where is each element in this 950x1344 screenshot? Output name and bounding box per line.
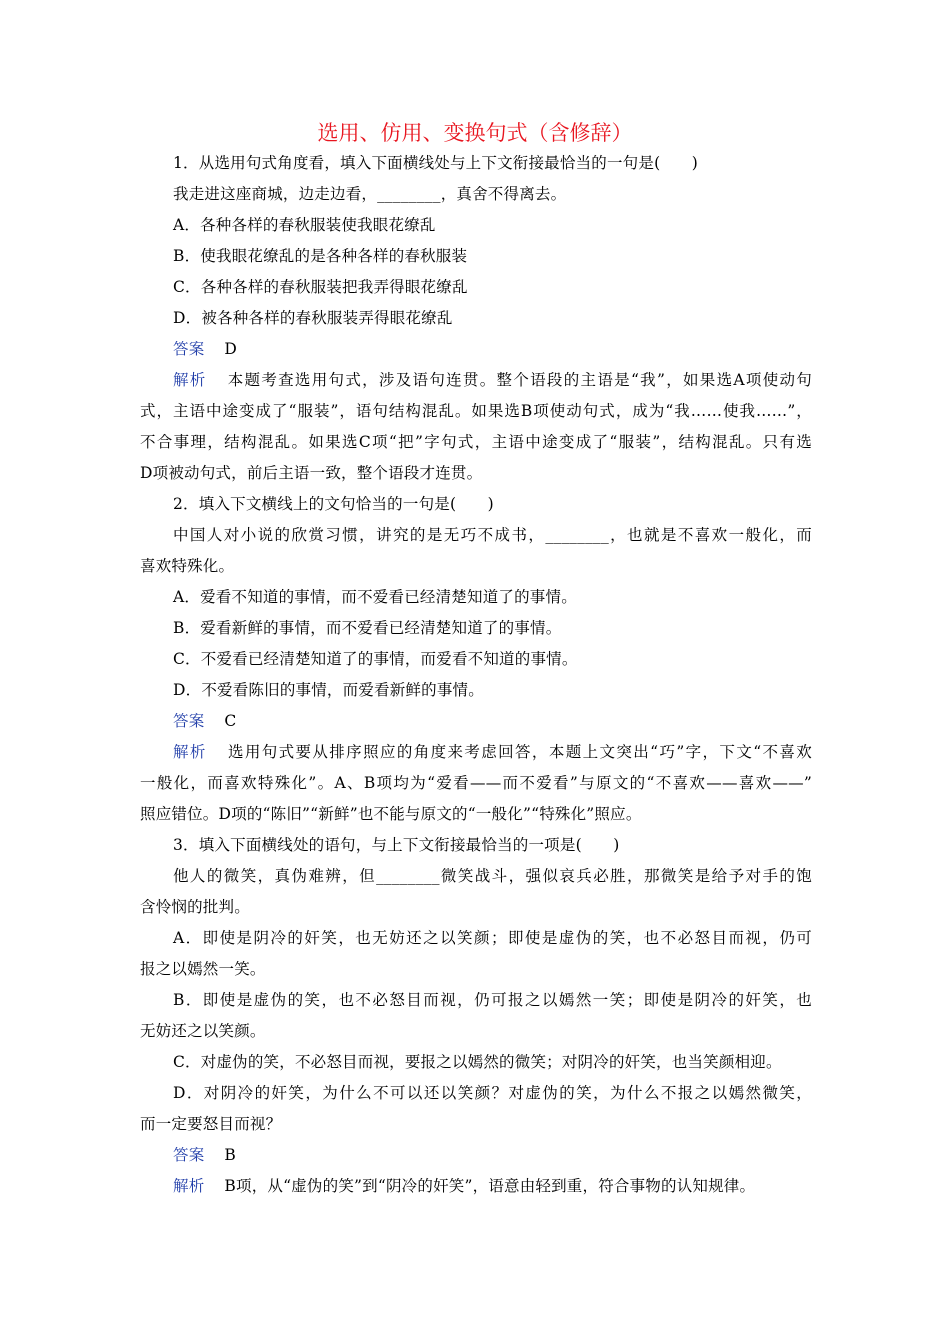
question-passage: 我走进这座商城，边走边看，________，真舍不得离去。 <box>173 185 567 203</box>
option-b-cont: 无妨还之以笑颜。 <box>140 1022 266 1040</box>
option-b: B．使我眼花缭乱的是各种各样的春秋服装 <box>173 247 468 265</box>
answer-label: 答案 <box>173 712 205 730</box>
answer-label: 答案 <box>173 1146 205 1164</box>
answer-value: C <box>224 712 237 730</box>
option-b: B．爱看新鲜的事情，而不爱看已经清楚知道了的事情。 <box>173 619 562 637</box>
document-body <box>140 148 812 1202</box>
analysis-line: D项被动句式，前后主语一致，整个语段才连贯。 <box>140 464 483 482</box>
analysis-label: 解析 <box>173 743 207 761</box>
option-d: D．对阴冷的奸笑，为什么不可以还以笑颜？对虚伪的笑，为什么不报之以嫣然微笑， <box>173 1084 812 1102</box>
analysis-text: B项，从“虚伪的笑”到“阴冷的奸笑”，语意由轻到重，符合事物的认知规律。 <box>224 1177 756 1195</box>
option-a: A．各种各样的春秋服装使我眼花缭乱 <box>173 216 436 234</box>
answer-line <box>140 334 812 365</box>
question-passage: 他人的微笑，真伪难辨，但________微笑战斗，强似哀兵必胜，那微笑是给予对手的饱 <box>173 867 812 885</box>
question-passage: 含怜悯的批判。 <box>140 898 250 916</box>
analysis-line: 一般化，而喜欢特殊化”。A、B项均为“爱看——而不爱看”与原文的“不喜欢——喜欢——” <box>140 774 812 792</box>
option-a: A．爱看不知道的事情，而不爱看已经清楚知道了的事情。 <box>173 588 577 606</box>
question-stem: 2．填入下文横线上的文句恰当的一句是( ) <box>173 495 494 513</box>
question-1 <box>140 148 812 489</box>
option-d-cont: 而一定要怒目而视？ <box>140 1115 282 1133</box>
question-3 <box>140 830 812 1202</box>
analysis-text: 选用句式要从排序照应的角度来考虑回答，本题上文突出“巧”字，下文“不喜欢 <box>226 743 812 761</box>
page-title: 选用、仿用、变换句式（含修辞） <box>317 121 633 145</box>
question-stem: 1．从选用句式角度看，填入下面横线处与上下文衔接最恰当的一句是( ) <box>173 154 698 172</box>
option-c: C．各种各样的春秋服装把我弄得眼花缭乱 <box>173 278 468 296</box>
analysis-line <box>140 365 812 396</box>
option-c: C．不爱看已经清楚知道了的事情，而爱看不知道的事情。 <box>173 650 578 668</box>
question-stem: 3．填入下面横线处的语句，与上下文衔接最恰当的一项是( ) <box>173 836 620 854</box>
option-d: D．被各种各样的春秋服装弄得眼花缭乱 <box>173 309 453 327</box>
analysis-line: 式，主语中途变成了“服装”，语句结构混乱。如果选B项使动句式，成为“我……使我……”， <box>140 402 812 420</box>
analysis-line: 不合事理，结构混乱。如果选C项“把”字句式，主语中途变成了“服装”，结构混乱。只有选 <box>140 433 812 451</box>
analysis-line <box>140 737 812 768</box>
answer-value: B <box>224 1146 236 1164</box>
answer-label: 答案 <box>173 340 205 358</box>
option-a-cont: 报之以嫣然一笑。 <box>140 960 266 978</box>
question-2 <box>140 489 812 830</box>
analysis-label: 解析 <box>173 1177 205 1195</box>
analysis-line: 照应错位。D项的“陈旧”“新鲜”也不能与原文的“一般化”“特殊化”照应。 <box>140 805 642 823</box>
option-d: D．不爱看陈旧的事情，而爱看新鲜的事情。 <box>173 681 484 699</box>
answer-line <box>140 706 812 737</box>
analysis-label: 解析 <box>173 371 207 389</box>
question-passage: 中国人对小说的欣赏习惯，讲究的是无巧不成书，________，也就是不喜欢一般化，而 <box>173 526 812 544</box>
question-passage: 喜欢特殊化。 <box>140 557 235 575</box>
answer-value: D <box>224 340 238 358</box>
option-c: C．对虚伪的笑，不必怒目而视，要报之以嫣然的微笑；对阴冷的奸笑，也当笑颜相迎。 <box>173 1053 782 1071</box>
option-a: A．即使是阴冷的奸笑，也无妨还之以笑颜；即使是虚伪的笑，也不必怒目而视，仍可 <box>173 929 812 947</box>
option-b: B．即使是虚伪的笑，也不必怒目而视，仍可报之以嫣然一笑；即使是阴冷的奸笑，也 <box>173 991 812 1009</box>
analysis-text: 本题考查选用句式，涉及语句连贯。整个语段的主语是“我”，如果选A项使动句 <box>226 371 812 389</box>
answer-line <box>140 1140 812 1171</box>
analysis-line <box>140 1171 812 1202</box>
